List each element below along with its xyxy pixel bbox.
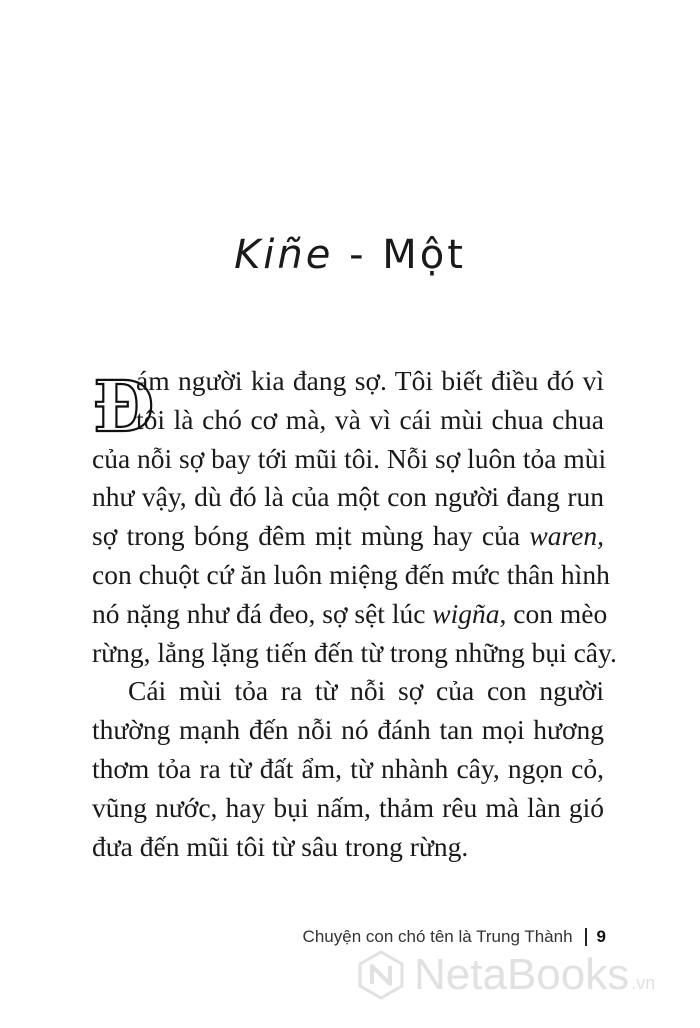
text-segment: nó nặng như đá đeo, sợ sệt lúc	[92, 597, 433, 629]
chapter-title-dash: -	[349, 232, 367, 278]
body-text	[92, 362, 617, 866]
text-line: con chuột cứ ăn luôn miệng đến mức thân hình	[92, 558, 610, 590]
watermark-suffix: .vn	[631, 972, 656, 993]
drop-cap	[92, 365, 155, 448]
text-line	[92, 362, 604, 401]
footer-divider	[585, 928, 587, 946]
text-segment: , con mèo	[499, 597, 608, 629]
text-line: Cái mùi tỏa ra từ nỗi sợ của con người	[128, 675, 604, 707]
text-line	[92, 517, 604, 556]
netabooks-logo-icon	[356, 950, 406, 1000]
text-line	[92, 595, 608, 634]
chapter-title-word: Kiñe	[234, 232, 334, 278]
running-footer	[303, 927, 606, 947]
text-line	[92, 401, 604, 440]
watermark-brand: NetaBooks	[414, 950, 630, 999]
text-line: của nỗi sợ bay tới mũi tôi. Nỗi sợ luôn tỏa mùi	[92, 442, 607, 474]
chapter-title	[0, 232, 700, 278]
text-line: rừng, lẳng lặng tiến đến từ trong những bụi cây.	[92, 636, 617, 668]
foreign-word: wigña	[432, 597, 500, 629]
footer-book-title: Chuyện con chó tên là Trung Thành	[302, 927, 573, 946]
drop-cap-letter: Đ	[93, 365, 155, 448]
text-line: như vậy, dù đó là của một con người đang run	[92, 481, 604, 513]
text-line: đưa đến mũi tôi từ sâu trong rừng.	[92, 830, 469, 862]
text-line: thơm tỏa ra từ đất ẩm, từ nhành cây, ngọn cỏ,	[92, 752, 604, 784]
text-line: thường mạnh đến nỗi nó đánh tan mọi hương	[92, 714, 604, 746]
text-line: vũng nước, hay bụi nấm, thảm rêu mà làn gió	[92, 791, 604, 823]
page-number: 9	[596, 927, 606, 946]
text-segment: sợ trong bóng đêm mịt mùng hay của	[92, 520, 530, 552]
text-line-content: ám người kia đang sợ. Tôi biết điều đó vì	[136, 365, 604, 396]
watermark	[356, 950, 655, 1000]
foreign-word: waren,	[529, 520, 604, 552]
chapter-title-number: Một	[382, 232, 466, 278]
text-line-content: tôi là chó cơ mà, và vì cái mùi chua chua	[136, 403, 604, 435]
